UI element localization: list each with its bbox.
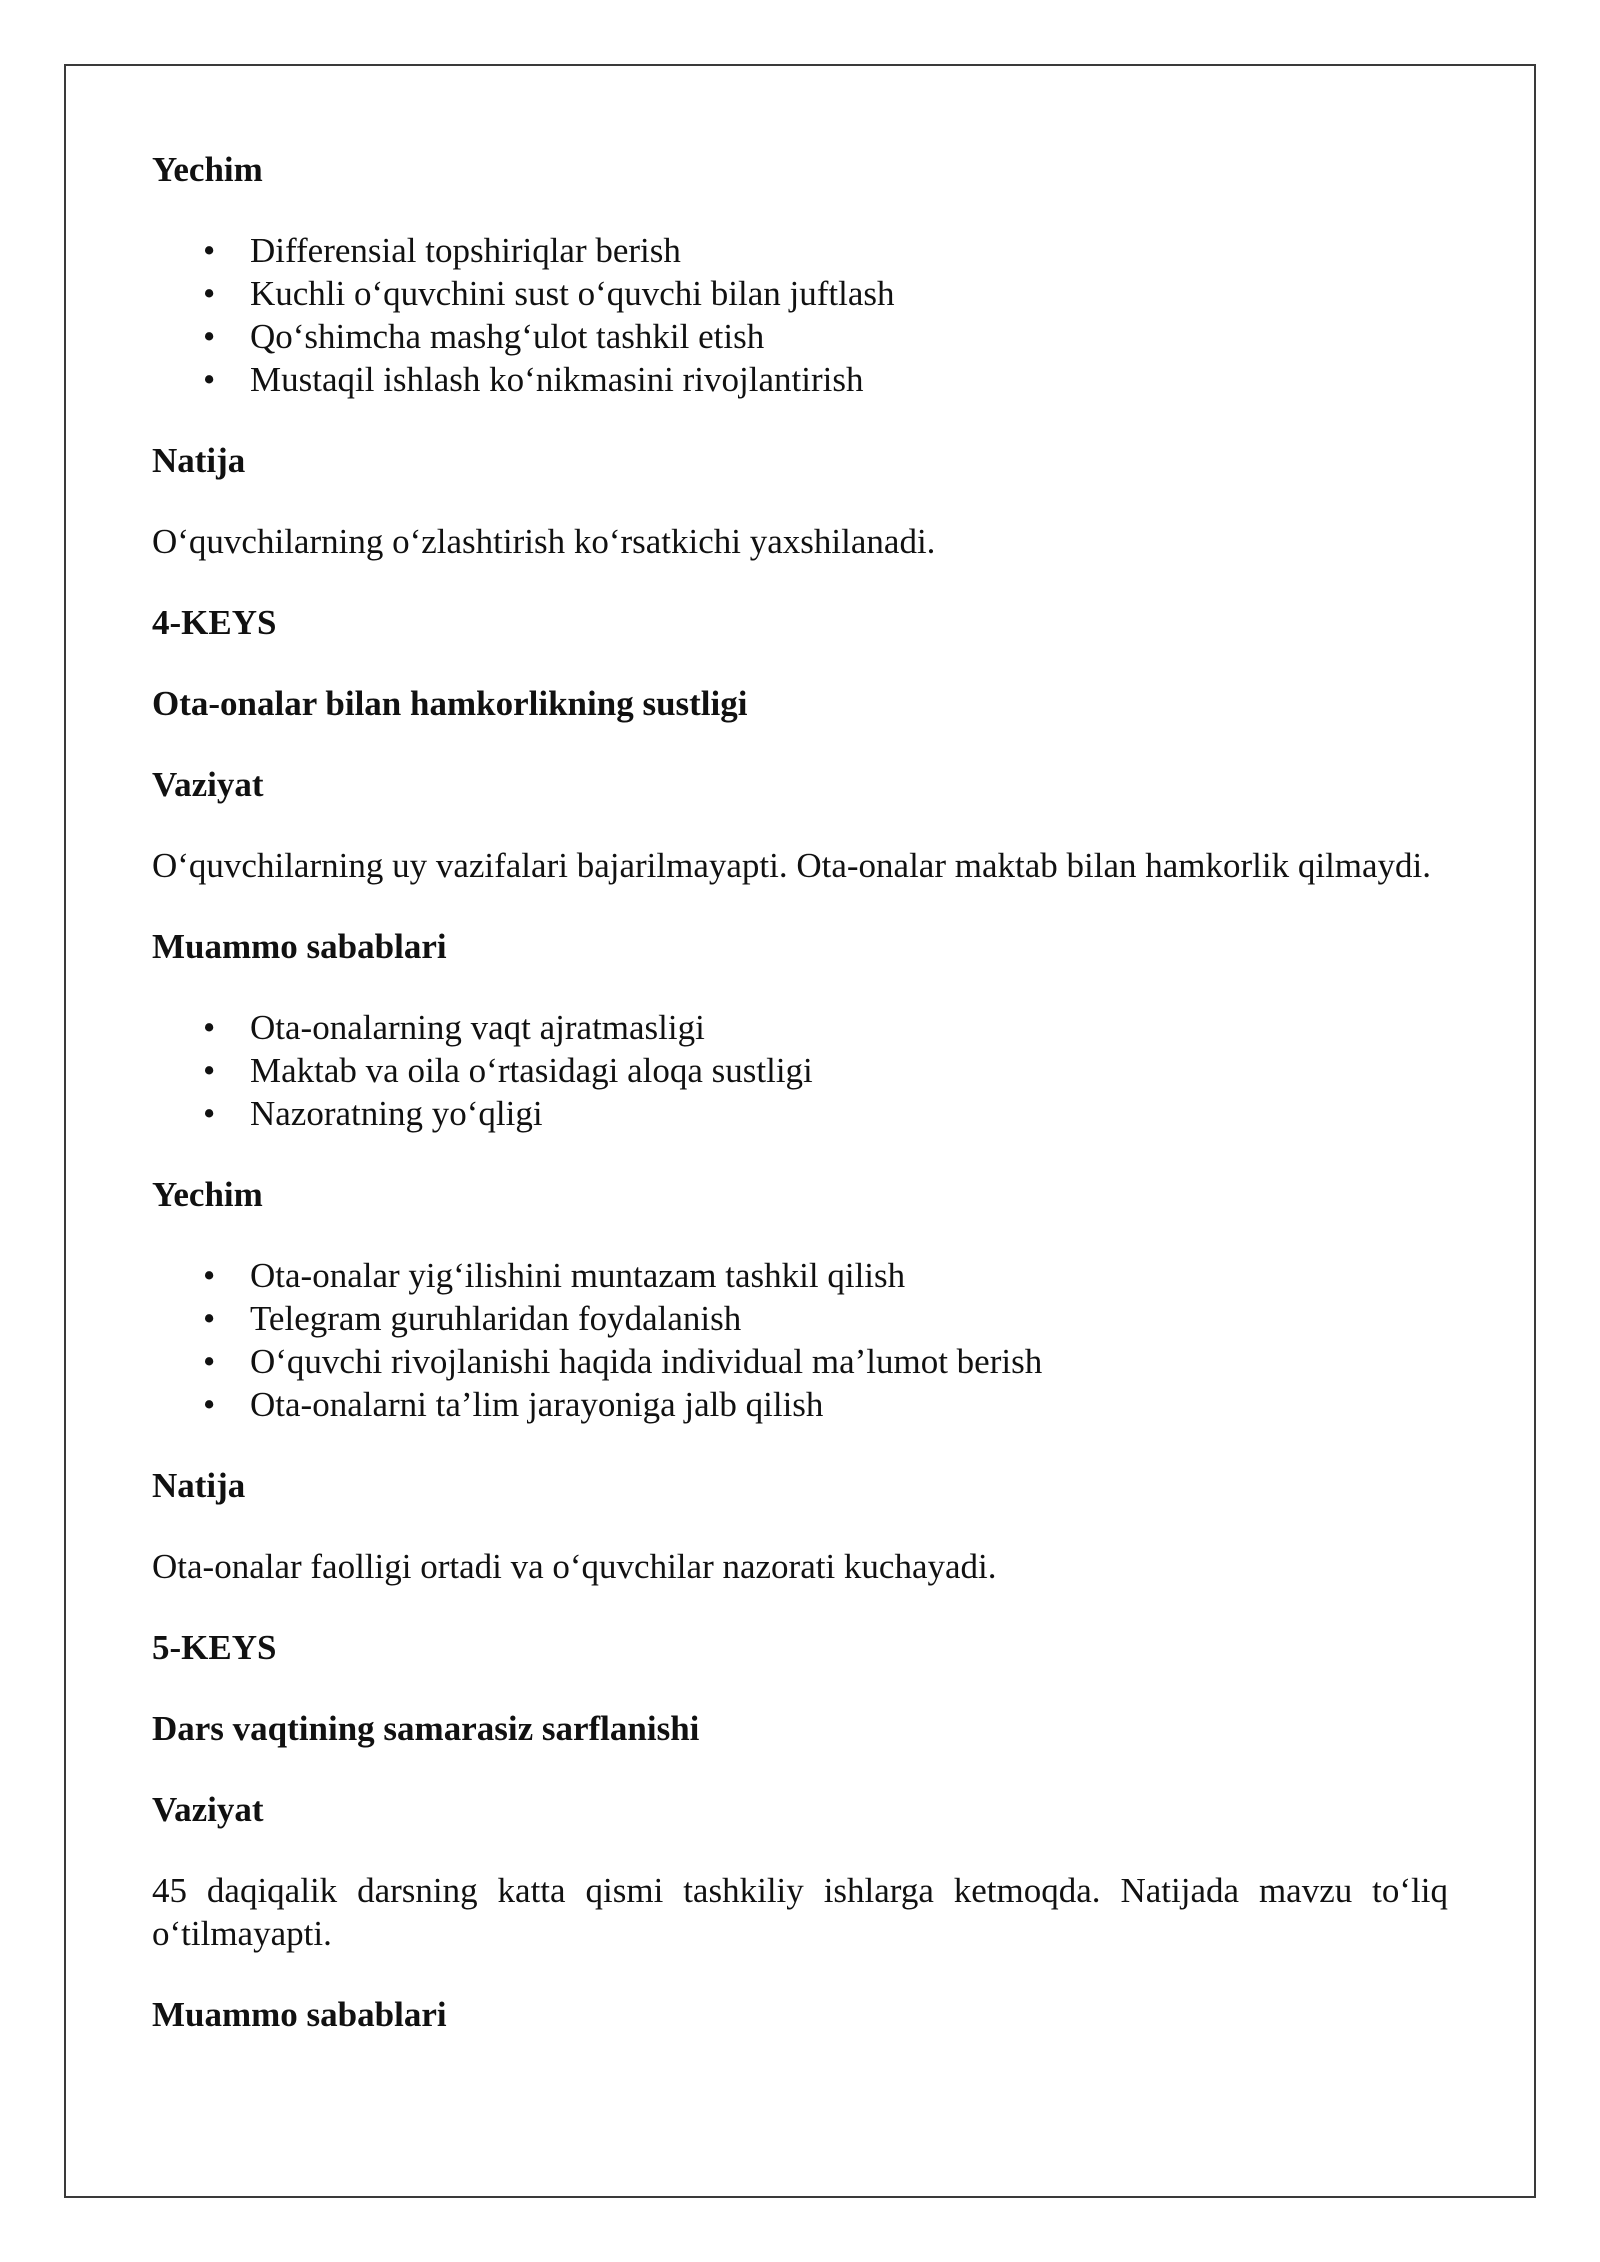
list-item: • Ota-onalar yig‘ilishini muntazam tashkil qilish bbox=[203, 1256, 906, 1295]
case-number-heading: 5-KEYS bbox=[152, 1628, 277, 1667]
bullet-icon: • bbox=[203, 231, 216, 270]
list-item: • Telegram guruhlaridan foydalanish bbox=[203, 1299, 742, 1338]
list-item: • Mustaqil ishlash ko‘nikmasini rivojlantirish bbox=[203, 360, 864, 399]
bullet-icon: • bbox=[203, 274, 216, 313]
bullet-icon: • bbox=[203, 1342, 216, 1381]
list-item: • Nazoratning yo‘qligi bbox=[203, 1094, 543, 1133]
section-heading-natija: Natija bbox=[152, 441, 246, 480]
section-heading-yechim: Yechim bbox=[152, 1175, 263, 1214]
list-item: • O‘quvchi rivojlanishi haqida individual ma’lumot berish bbox=[203, 1342, 1043, 1381]
bullet-icon: • bbox=[203, 1256, 216, 1295]
bullet-list-solutions bbox=[152, 229, 1448, 401]
list-item: • Maktab va oila o‘rtasidagi aloqa sustligi bbox=[203, 1051, 813, 1090]
list-item: • Ota-onalarning vaqt ajratmasligi bbox=[203, 1008, 705, 1047]
bullet-list-solutions bbox=[152, 1254, 1448, 1426]
list-item: • Differensial topshiriqlar berish bbox=[203, 231, 681, 270]
section-heading-natija: Natija bbox=[152, 1466, 246, 1505]
situation-paragraph: 45 daqiqalik darsning katta qismi tashkiliy ishlarga ketmoqda. Natijada mavzu to‘liq o‘tilmayapti. bbox=[152, 1871, 1448, 1953]
case-title-heading: Dars vaqtining samarasiz sarflanishi bbox=[152, 1709, 700, 1748]
bullet-list-causes bbox=[152, 1006, 1448, 1135]
bullet-icon: • bbox=[203, 360, 216, 399]
section-heading-yechim: Yechim bbox=[152, 150, 263, 189]
section-heading-vaziyat: Vaziyat bbox=[152, 765, 264, 804]
bullet-icon: • bbox=[203, 1094, 216, 1133]
case-title-heading: Ota-onalar bilan hamkorlikning sustligi bbox=[152, 684, 748, 723]
situation-paragraph: O‘quvchilarning uy vazifalari bajarilmayapti. Ota-onalar maktab bilan hamkorlik qilmaydi. bbox=[152, 846, 1432, 885]
bullet-icon: • bbox=[203, 1385, 216, 1424]
list-item: • Qo‘shimcha mashg‘ulot tashkil etish bbox=[203, 317, 765, 356]
section-heading-muammo-sabablari: Muammo sabablari bbox=[152, 927, 447, 966]
bullet-icon: • bbox=[203, 1299, 216, 1338]
section-heading-muammo-sabablari: Muammo sabablari bbox=[152, 1995, 447, 2034]
result-paragraph: Ota-onalar faolligi ortadi va o‘quvchilar nazorati kuchayadi. bbox=[152, 1547, 997, 1586]
section-heading-vaziyat: Vaziyat bbox=[152, 1790, 264, 1829]
list-item: • Ota-onalarni ta’lim jarayoniga jalb qilish bbox=[203, 1385, 824, 1424]
bullet-icon: • bbox=[203, 1008, 216, 1047]
bullet-icon: • bbox=[203, 317, 216, 356]
case-number-heading: 4-KEYS bbox=[152, 603, 277, 642]
list-item: • Kuchli o‘quvchini sust o‘quvchi bilan juftlash bbox=[203, 274, 895, 313]
bullet-icon: • bbox=[203, 1051, 216, 1090]
result-paragraph: O‘quvchilarning o‘zlashtirish ko‘rsatkichi yaxshilanadi. bbox=[152, 522, 936, 561]
document-body bbox=[152, 148, 1448, 2036]
